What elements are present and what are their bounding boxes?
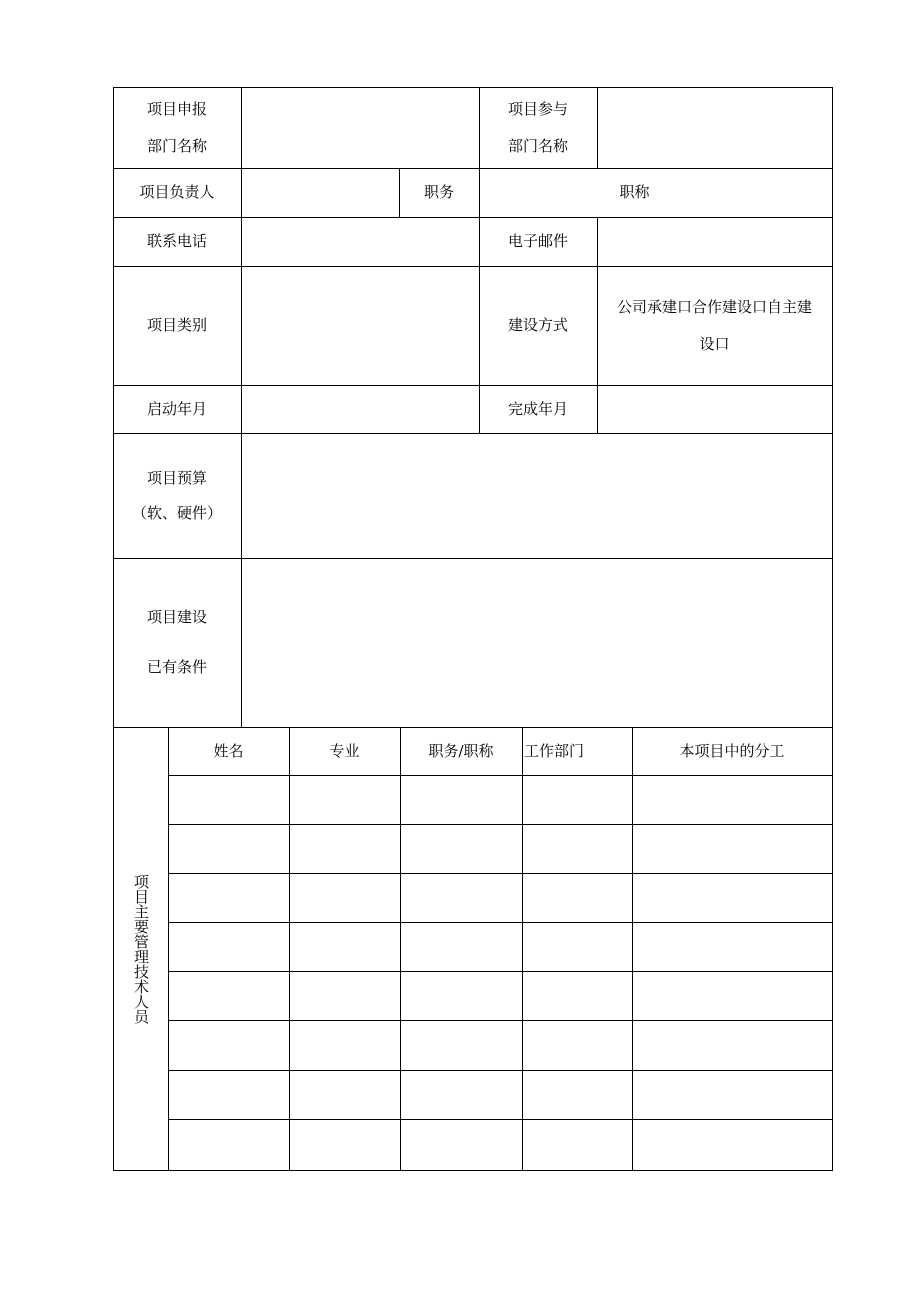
staff-cell-name[interactable]	[168, 873, 289, 922]
phone-label: 联系电话	[146, 232, 207, 250]
staff-cell-major[interactable]	[289, 1070, 400, 1119]
conditions-label-line1: 项目建设	[146, 608, 207, 626]
position-label: 职务	[423, 183, 454, 201]
staff-header-department: 工作部门	[524, 741, 585, 760]
staff-cell-major[interactable]	[289, 775, 400, 824]
budget-label-line1: 项目预算	[146, 468, 207, 487]
staff-cell-position-title[interactable]	[400, 824, 522, 873]
staff-cell-major[interactable]	[289, 1020, 400, 1070]
staff-cell-role[interactable]	[632, 873, 832, 922]
staff-header-position-title: 职务/职称	[428, 741, 494, 760]
staff-cell-major[interactable]	[289, 873, 400, 922]
email-label: 电子邮件	[507, 232, 568, 250]
applicant-dept-label-line2: 部门名称	[146, 136, 207, 155]
partner-dept-label	[479, 87, 597, 168]
applicant-dept-label	[113, 87, 241, 168]
staff-cell-role[interactable]	[632, 775, 832, 824]
partner-dept-label-line2: 部门名称	[507, 136, 568, 155]
phone-field[interactable]	[242, 218, 479, 266]
conditions-field[interactable]	[242, 559, 832, 727]
table-row	[168, 1020, 833, 1070]
email-field[interactable]	[598, 218, 832, 266]
staff-section-label	[113, 727, 168, 1171]
partner-dept-label-line1: 项目参与	[507, 99, 568, 118]
staff-cell-department[interactable]	[522, 1119, 632, 1170]
table-row	[168, 824, 833, 873]
table-row	[168, 971, 833, 1020]
budget-label-line2: （软、硬件）	[131, 503, 222, 522]
staff-header-role: 本项目中的分工	[679, 741, 785, 760]
build-mode-options-line2: 设口	[699, 334, 730, 353]
staff-header-name: 姓名	[213, 741, 244, 760]
staff-cell-department[interactable]	[522, 971, 632, 1020]
staff-cell-position-title[interactable]	[400, 1070, 522, 1119]
staff-cell-name[interactable]	[168, 1119, 289, 1170]
staff-cell-department[interactable]	[522, 873, 632, 922]
build-mode-options-line1: 公司承建口合作建设口自主建	[616, 297, 812, 316]
staff-cell-name[interactable]	[168, 824, 289, 873]
applicant-dept-label-line1: 项目申报	[146, 99, 207, 118]
staff-cell-position-title[interactable]	[400, 971, 522, 1020]
staff-header-major: 专业	[329, 741, 360, 760]
project-application-form	[113, 87, 833, 1171]
staff-cell-role[interactable]	[632, 1119, 832, 1170]
staff-cell-role[interactable]	[632, 1070, 832, 1119]
staff-cell-department[interactable]	[522, 922, 632, 971]
partner-dept-field[interactable]	[598, 88, 832, 168]
staff-cell-name[interactable]	[168, 1070, 289, 1119]
end-date-label: 完成年月	[507, 399, 568, 418]
staff-cell-department[interactable]	[522, 775, 632, 824]
staff-section-label-text: 项目主要管理技术人员	[132, 874, 150, 1024]
staff-cell-major[interactable]	[289, 922, 400, 971]
category-label: 项目类别	[146, 316, 207, 334]
staff-cell-major[interactable]	[289, 1119, 400, 1170]
table-row	[168, 1119, 833, 1170]
title-rank-label: 职称	[619, 183, 650, 201]
table-row	[168, 922, 833, 971]
start-date-label: 启动年月	[146, 399, 207, 418]
staff-cell-position-title[interactable]	[400, 873, 522, 922]
staff-cell-department[interactable]	[522, 824, 632, 873]
end-date-field[interactable]	[598, 386, 832, 433]
start-date-field[interactable]	[242, 386, 479, 433]
staff-cell-department[interactable]	[522, 1070, 632, 1119]
staff-cell-role[interactable]	[632, 971, 832, 1020]
staff-cell-role[interactable]	[632, 824, 832, 873]
staff-cell-department[interactable]	[522, 1020, 632, 1070]
staff-cell-position-title[interactable]	[400, 1020, 522, 1070]
applicant-dept-field[interactable]	[242, 88, 479, 168]
position-field[interactable]	[480, 169, 597, 217]
table-row	[168, 775, 833, 824]
budget-field[interactable]	[242, 434, 832, 558]
rule	[113, 1170, 833, 1171]
staff-cell-position-title[interactable]	[400, 775, 522, 824]
table-row	[168, 1070, 833, 1119]
staff-cell-position-title[interactable]	[400, 1119, 522, 1170]
budget-label	[113, 433, 241, 558]
build-mode-label: 建设方式	[507, 316, 568, 334]
staff-cell-position-title[interactable]	[400, 922, 522, 971]
conditions-label	[113, 558, 241, 727]
title-rank-field[interactable]	[673, 169, 832, 217]
staff-cell-major[interactable]	[289, 824, 400, 873]
staff-cell-role[interactable]	[632, 1020, 832, 1070]
staff-cell-name[interactable]	[168, 971, 289, 1020]
staff-cell-role[interactable]	[632, 922, 832, 971]
build-mode-options[interactable]	[597, 266, 832, 385]
staff-cell-name[interactable]	[168, 1020, 289, 1070]
conditions-label-line2: 已有条件	[146, 658, 207, 676]
table-row	[168, 873, 833, 922]
staff-cell-name[interactable]	[168, 775, 289, 824]
project-leader-field[interactable]	[242, 169, 399, 217]
project-leader-label: 项目负责人	[139, 183, 215, 201]
staff-cell-major[interactable]	[289, 971, 400, 1020]
category-field[interactable]	[242, 267, 479, 385]
staff-cell-name[interactable]	[168, 922, 289, 971]
